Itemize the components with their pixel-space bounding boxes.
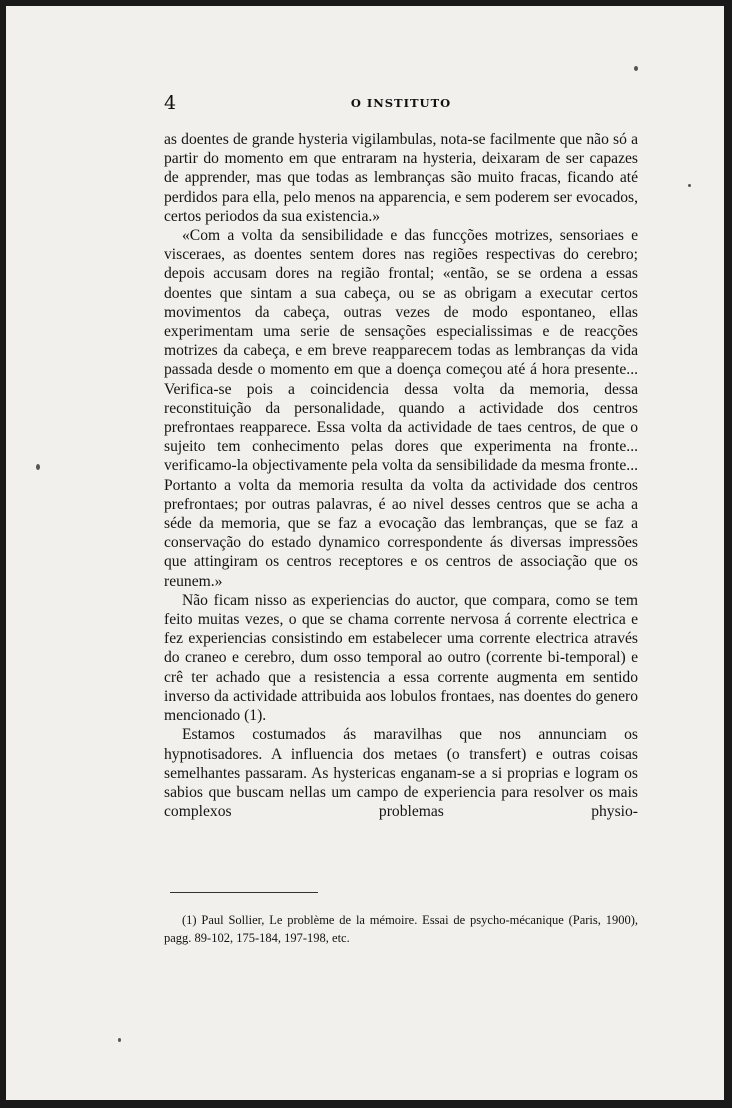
book-page <box>6 6 724 1100</box>
print-speck <box>634 66 638 71</box>
body-text <box>164 130 638 821</box>
paragraph-3: Não ficam nisso as experiencias do auctor, que compara, como se tem feito muitas vezes, o que se chama corrente nervosa á corrente electrica e fez experiencias consistindo em estabelecer uma corrente electrica através do craneo e cerebro, dum osso temporal ao outro (corrente bi-temporal) e crê ter achado que a resistencia a essa corrente augmenta em sentido inverso da actividade attribuida aos lobulos frontaes, nas doentes do genero mencionado (1). <box>164 591 638 725</box>
running-title: O INSTITUTO <box>350 96 452 110</box>
paragraph-4: Estamos costumados ás maravilhas que nos annunciam os hypnotisadores. A influencia dos metaes (o transfert) e outras coisas semelhantes passaram. As hystericas enganam-se a si proprias e logram os sabios que buscam nellas um campo de experiencia para resolver os mais complexos problemas physio- <box>164 726 638 821</box>
page-header <box>164 92 638 118</box>
print-speck <box>36 464 40 470</box>
paragraph-1: as doentes de grande hysteria vigilambulas, nota-se facilmente que não só a partir do momento em que entraram na hysteria, deixaram de ser capazes de apprender, mas que todas as lembranças são muito fracas, ficando até perdidos para ella, pelo menos na apparencia, e sem poderem ser evocados, certos periodos da sua existencia.» <box>164 131 638 225</box>
footnote-text: (1) Paul Sollier, Le problème de la mémoire. Essai de psycho-mécanique (Paris, 1900), pagg. 89-102, 175-184, 197-198, etc. <box>164 913 638 945</box>
print-speck <box>118 1038 121 1042</box>
print-speck <box>688 184 691 187</box>
footnote-rule <box>170 892 318 893</box>
paragraph-2: «Com a volta da sensibilidade e das funcções motrizes, sensoriaes e visceraes, as doentes sentem dores nas regiões respectivas do cerebro; depois accusam dores na região frontal; «então, se se ordena a essas doentes que sintam a sua cabeça, ou se as obrigam a executar certos movimentos da cabeça, outras vezes de modo espontaneo, ellas experimentam uma serie de sensações especialissimas e de reacções motrizes da cabeça, e em breve reapparecem todas as lembranças da vida passada desde o momento em que a doença começou até á hora presente... Verifica-se pois a coincidencia dessa volta da memoria, dessa reconstituição da personalidade, quando a actividade dos centros prefrontaes reapparece. Essa volta da actividade de taes centros, de que o sujeito tem conhecimento pelas dores que experimenta na fronte... verificamo-la objectivamente pela volta da sensibilidade da mesma fronte... Portanto a volta da memoria resulta da volta da actividade dos centros prefrontaes; por outras palavras, é ao nivel desses centros que se acha a séde da memoria, que se faz a evocação das lembranças, que se faz a conservação do estado dynamico correspondente ás diversas impressões que attingiram os centros receptores e os centros de associação que os reunem.» <box>164 227 638 590</box>
footnote <box>164 912 638 947</box>
page-number: 4 <box>164 92 177 114</box>
